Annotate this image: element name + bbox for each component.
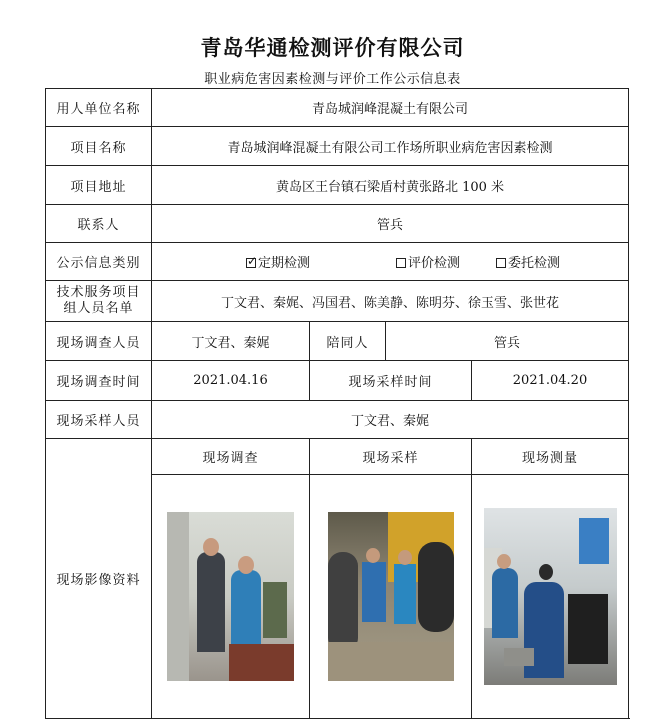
investigators-value: 丁文君、秦娓 bbox=[152, 322, 310, 361]
photo-cell-sampling bbox=[310, 475, 472, 719]
sampling-time-label: 现场采样时间 bbox=[310, 361, 472, 401]
investigators-label: 现场调查人员 bbox=[46, 322, 152, 361]
sampling-photo bbox=[328, 512, 454, 681]
address-value: 黄岛区王台镇石梁盾村黄张路北 100 米 bbox=[152, 166, 629, 205]
checkbox-checked-icon bbox=[246, 258, 256, 268]
samplers-value: 丁文君、秦娓 bbox=[152, 401, 629, 439]
category-options bbox=[152, 243, 629, 281]
photo-cell-survey bbox=[152, 475, 310, 719]
address-label: 项目地址 bbox=[46, 166, 152, 205]
team-label: 技术服务项目 组人员名单 bbox=[46, 281, 152, 322]
row-project bbox=[46, 127, 629, 166]
form-subtitle: 职业病危害因素检测与评价工作公示信息表 bbox=[204, 72, 461, 87]
row-investigators bbox=[46, 322, 629, 361]
accompany-value: 管兵 bbox=[386, 322, 629, 361]
category-option-entrusted: 委托检测 bbox=[496, 252, 596, 271]
checkbox-empty-icon bbox=[396, 258, 406, 268]
employer-label: 用人单位名称 bbox=[46, 89, 152, 127]
row-photo-headers bbox=[46, 439, 629, 475]
photo-cell-measurement bbox=[472, 475, 629, 719]
category-option-periodic: ✓ 定期检测 bbox=[184, 252, 396, 271]
sampling-time-value: 2021.04.20 bbox=[472, 361, 629, 401]
survey-photo bbox=[167, 512, 294, 681]
category-option-evaluation: 评价检测 bbox=[396, 252, 496, 271]
checkbox-empty-icon bbox=[496, 258, 506, 268]
measurement-photo bbox=[484, 508, 617, 685]
info-table bbox=[45, 88, 629, 719]
photo-header-sampling: 现场采样 bbox=[310, 439, 472, 475]
survey-time-label: 现场调查时间 bbox=[46, 361, 152, 401]
employer-value: 青岛城润峰混凝土有限公司 bbox=[152, 89, 629, 127]
row-address bbox=[46, 166, 629, 205]
accompany-label: 陪同人 bbox=[310, 322, 386, 361]
project-value: 青岛城润峰混凝土有限公司工作场所职业病危害因素检测 bbox=[152, 127, 629, 166]
photos-label: 现场影像资料 bbox=[46, 439, 152, 719]
row-contact bbox=[46, 205, 629, 243]
team-value: 丁文君、秦娓、冯国君、陈美静、陈明芬、徐玉雪、张世花 bbox=[152, 281, 629, 322]
row-samplers bbox=[46, 401, 629, 439]
project-label: 项目名称 bbox=[46, 127, 152, 166]
row-times bbox=[46, 361, 629, 401]
row-category bbox=[46, 243, 629, 281]
category-label: 公示信息类别 bbox=[46, 243, 152, 281]
photo-header-measurement: 现场测量 bbox=[472, 439, 629, 475]
photo-header-survey: 现场调查 bbox=[152, 439, 310, 475]
row-team bbox=[46, 281, 629, 322]
samplers-label: 现场采样人员 bbox=[46, 401, 152, 439]
row-employer bbox=[46, 89, 629, 127]
survey-time-value: 2021.04.16 bbox=[152, 361, 310, 401]
contact-value: 管兵 bbox=[152, 205, 629, 243]
company-title: 青岛华通检测评价有限公司 bbox=[200, 36, 465, 60]
contact-label: 联系人 bbox=[46, 205, 152, 243]
